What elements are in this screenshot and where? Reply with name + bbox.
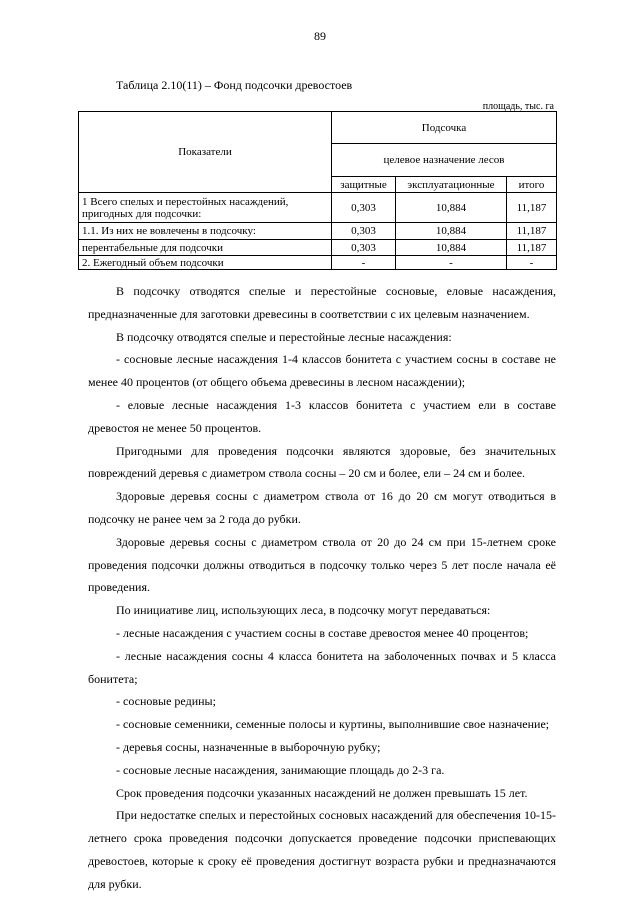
paragraph: - сосновые лесные насаждения 1-4 классов бонитета с участием сосны в составе не менее 40 процентов (от общего объема древесины в лесном насаждении); [88,352,556,390]
tapping-fund-table [78,111,557,270]
row-total: - [507,256,557,270]
row-label: 1 Всего спелых и перестойных насаждений, пригодных для подсочки: [79,193,332,223]
header-protective: защитные [332,177,396,193]
header-total: итого [507,177,557,193]
row-exploitation: 10,884 [396,240,507,256]
header-tapping: Подсочка [332,112,557,144]
body-text [88,280,556,896]
table-unit: площадь, тыс. га [482,101,554,112]
paragraph: Здоровые деревья сосны с диаметром ствола от 16 до 20 см могут отводиться в подсочку не ранее чем за 2 года до рубки. [88,489,556,526]
paragraph: - деревья сосны, назначенные в выборочную рубку; [116,739,381,754]
paragraph: В подсочку отводятся спелые и перестойные лесные насаждения: [116,329,452,344]
table-row [79,256,557,270]
paragraph: - сосновые редины; [116,694,216,709]
paragraph: Пригодными для проведения подсочки являются здоровые, без значительных повреждений деревья с диаметром ствола сосны – 20 см и более, ели – 24 см и более. [88,443,556,481]
row-exploitation: 10,884 [396,193,507,223]
table-caption: Таблица 2.10(11) – Фонд подсочки древостоев [116,78,353,92]
row-total: 11,187 [507,223,557,240]
table-row [79,193,557,223]
paragraph: В подсочку отводятся спелые и перестойные сосновые, еловые насаждения, предназначенные для заготовки древесины в соответствии с их целевым назначением. [88,284,556,321]
row-protective: 0,303 [332,223,396,240]
row-protective: 0,303 [332,193,396,223]
paragraph: - лесные насаждения с участием сосны в составе древостоя менее 40 процентов; [116,625,529,640]
paragraph: Срок проведения подсочки указанных насаждений не должен превышать 15 лет. [116,785,528,800]
row-label: перентабельные для подсочки [79,240,332,256]
header-indicators: Показатели [79,112,332,193]
paragraph: - лесные насаждения сосны 4 класса бонитета на заболоченных почвах и 5 класса бонитета; [88,648,556,686]
header-exploitation: эксплуатационные [396,177,507,193]
table-row [79,223,557,240]
row-exploitation: 10,884 [396,223,507,240]
paragraph: При недостатке спелых и перестойных сосновых насаждений для обеспечения 10-15-летнего срока проведения подсочки допускается проведение подсочки приспевающих древостоев, которые к сроку её проведения достигнут возраста рубки и предназначаются для рубки. [88,808,556,891]
header-purpose: целевое назначение лесов [332,144,557,177]
row-label: 2. Ежегодный объем подсочки [79,256,332,270]
row-protective: 0,303 [332,240,396,256]
paragraph: - сосновые лесные насаждения, занимающие площадь до 2-3 га. [116,762,445,777]
paragraph: По инициативе лиц, использующих леса, в подсочку могут передаваться: [116,603,491,618]
row-label: 1.1. Из них не вовлечены в подсочку: [79,223,332,240]
paragraph: Здоровые деревья сосны с диаметром ствола от 20 до 24 см при 15-летнем сроке проведения подсочки должны отводиться в подсочку только через 5 лет после начала её проведения. [88,534,556,595]
row-total: 11,187 [507,240,557,256]
paragraph: - еловые лесные насаждения 1-3 классов бонитета с участием ели в составе древостоя не менее 50 процентов. [88,397,556,435]
row-exploitation: - [396,256,507,270]
page-number: 89 [314,29,326,43]
table-row [79,240,557,256]
paragraph: - сосновые семенники, семенные полосы и куртины, выполнившие свое назначение; [116,717,550,732]
row-protective: - [332,256,396,270]
row-total: 11,187 [507,193,557,223]
